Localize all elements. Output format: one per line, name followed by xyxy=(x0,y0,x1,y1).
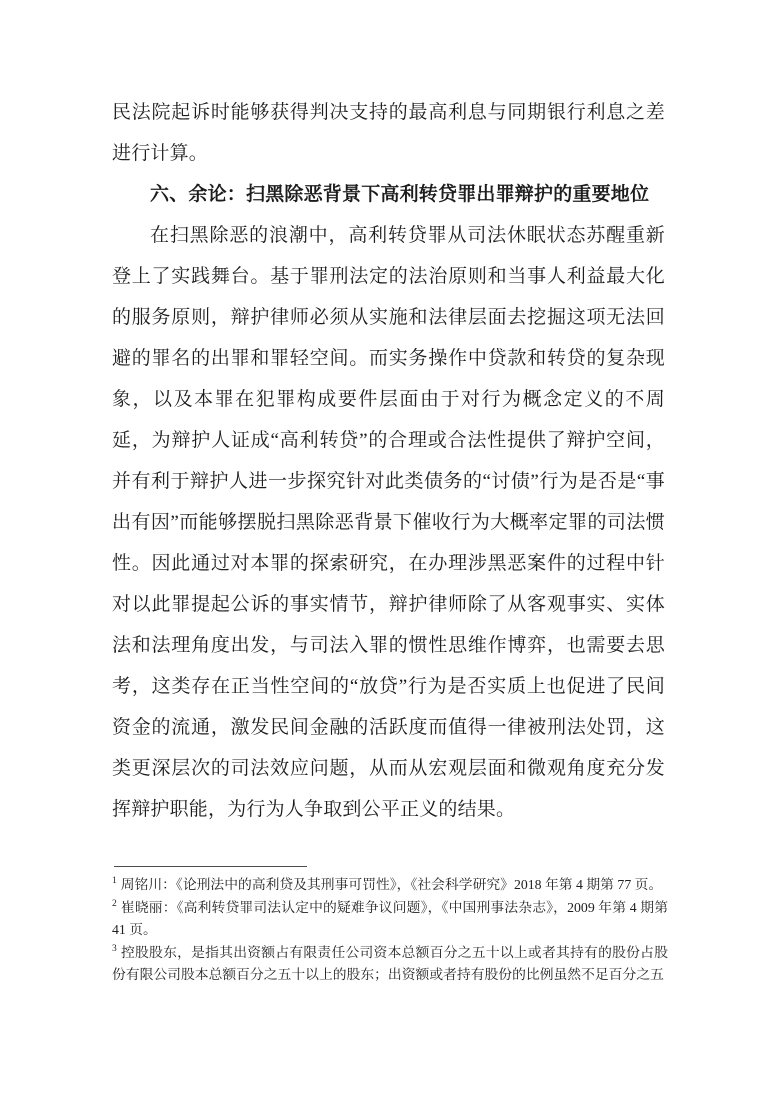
footnote-marker-3: 3 xyxy=(112,943,117,954)
footnote-3 xyxy=(112,942,668,987)
footnote-1 xyxy=(112,874,668,897)
continuation-paragraph: 民法院起诉时能够获得判决支持的最高利息与同期银行利息之差进行计算。 xyxy=(112,102,665,164)
footnote-separator xyxy=(114,866,307,867)
footnote-text-2: 崔晓丽：《高利转贷罪司法认定中的疑难争议问题》，《中国刑事法杂志》，2009 年第 4 期第 41 页。 xyxy=(112,899,668,937)
footnote-text-3: 控股股东，是指其出资额占有限责任公司资本总额百分之五十以上或者其持有的股份占股份有限公司股本总额百分之五十以上的股东；出资额或者持有股份的比例虽然不足百分之五 xyxy=(112,944,668,982)
footnotes-section xyxy=(112,858,668,987)
footnote-marker-1: 1 xyxy=(112,876,117,887)
section-heading: 六、余论：扫黑除恶背景下高利转贷罪出罪辩护的重要地位 xyxy=(150,184,650,205)
body-paragraph: 在扫黑除恶的浪潮中，高利转贷罪从司法休眠状态苏醒重新登上了实践舞台。基于罪刑法定的法治原则和当事人利益最大化的服务原则，辩护律师必须从实施和法律层面去挖掘这项无法回避的罪名的出罪和罪轻空间。而实务操作中贷款和转贷的复杂现象，以及本罪在犯罪构成要件层面由于对行为概念定义的不周延，为辩护人证成“高利转贷”的合理或合法性提供了辩护空间，并有利于辩护人进一步探究针对此类债务的“讨债”行为是否是“事出有因”而能够摆脱扫黑除恶背景下催收行为大概率定罪的司法惯性。因此通过对本罪的探索研究，在办理涉黑恶案件的过程中针对以此罪提起公诉的事实情节，辩护律师除了从客观事实、实体法和法理角度出发，与司法入罪的惯性思维作博弈，也需要去思考，这类存在正当性空间的“放贷”行为是否实质上也促进了民间资金的流通，激发民间金融的活跃度而值得一律被刑法处罚，这类更深层次的司法效应问题，从而从宏观层面和微观角度充分发挥辩护职能，为行为人争取到公平正义的结果。 xyxy=(112,225,665,820)
content-area xyxy=(112,92,665,830)
footnote-2 xyxy=(112,897,668,942)
footnote-marker-2: 2 xyxy=(112,898,117,909)
footnote-text-1: 周铭川：《论刑法中的高利贷及其刑事可罚性》，《社会科学研究》2018 年第 4 期第 77 页。 xyxy=(120,877,663,892)
